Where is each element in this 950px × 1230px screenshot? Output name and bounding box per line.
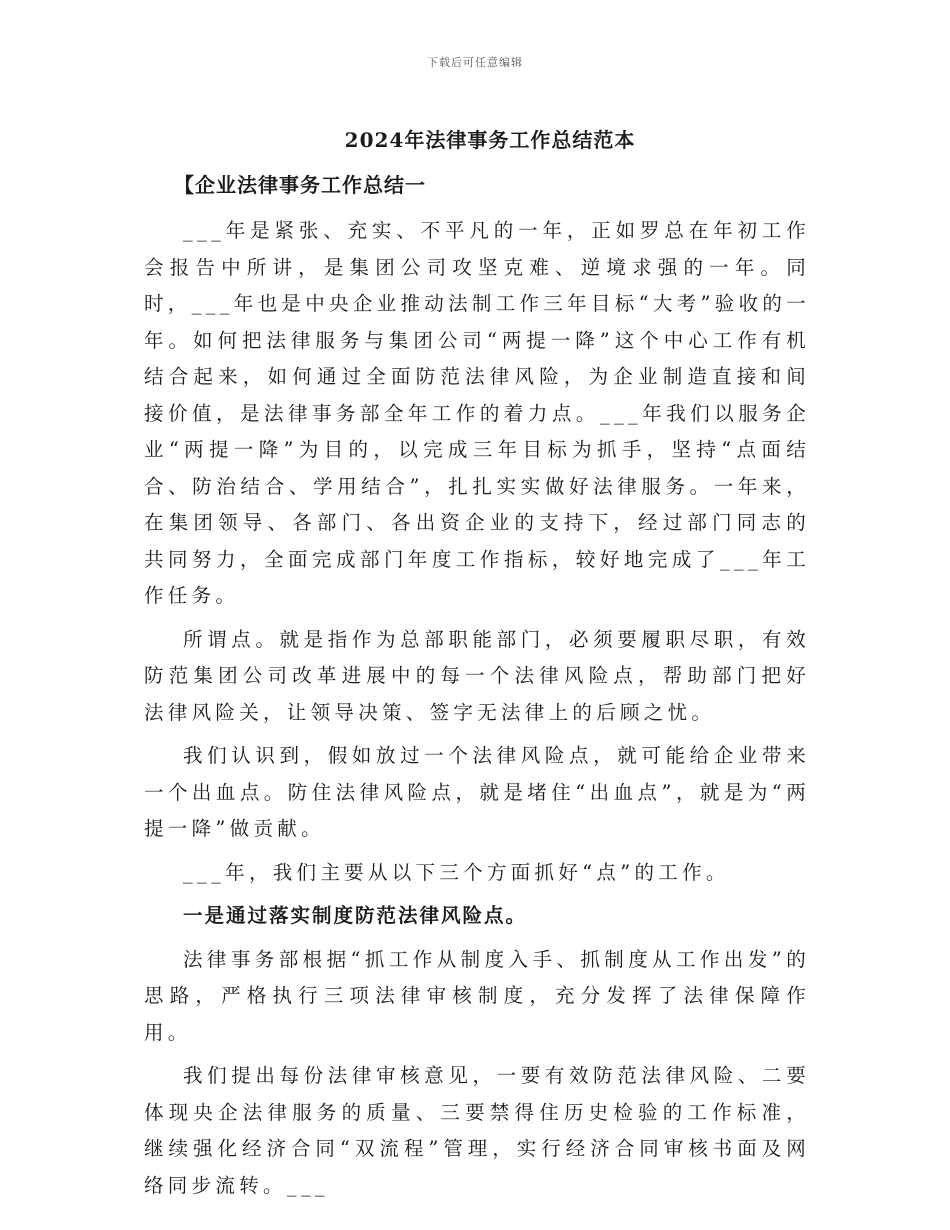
paragraph: 我们提出每份法律审核意见，一要有效防范法律风险、二要体现央企法律服务的质量、三要禁得住历史检验的工作标准，继续强化经济合同“双流程”管理，实行经济合同审核书面及网络同步流转。___ — [144, 1064, 810, 1197]
section-heading: 【企业法律事务工作总结一 — [174, 173, 426, 197]
document-body — [144, 173, 810, 1211]
paragraph: ___年，我们主要从以下三个方面抓好“点”的工作。 — [183, 860, 730, 884]
paragraph: 所谓点。就是指作为总部职能部门，必须要履职尽职，有效防范集团公司改革进展中的每一个法律风险点，帮助部门把好法律风险关，让领导决策、签字无法律上的后顾之忧。 — [144, 627, 810, 724]
paragraph: 我们认识到，假如放过一个法律风险点，就可能给企业带来一个出血点。防住法律风险点，就是堵住“出血点”，就是为“两提一降”做贡献。 — [144, 744, 810, 840]
paragraph: 法律事务部根据“抓工作从制度入手、抓制度从工作出发”的思路，严格执行三项法律审核制度，充分发挥了法律保障作用。 — [144, 947, 810, 1044]
paragraph: ___年是紧张、充实、不平凡的一年，正如罗总在年初工作会报告中所讲，是集团公司攻坚克难、逆境求强的一年。同时，___年也是中央企业推动法制工作三年目标“大考”验收的一年。如何把法律服务与集团公司“两提一降”这个中心工作有机结合起来，如何通过全面防范法律风险，为企业制造直接和间接价值，是法律事务部全年工作的着力点。___年我们以服务企业“两提一降”为目的，以完成三年目标为抓手，坚持“点面结合、防治结合、学用结合”，扎扎实实做好法律服务。一年来，在集团领导、各部门、各出资企业的支持下，经过部门同志的共同努力，全面完成部门年度工作指标，较好地完成了___年工作任务。 — [144, 219, 810, 607]
header-note: 下载后可任意编辑 — [427, 56, 523, 69]
subheading-paragraph: 一是通过落实制度防范法律风险点。 — [183, 904, 528, 927]
document-title: 2024年法律事务工作总结范本 — [344, 128, 636, 152]
